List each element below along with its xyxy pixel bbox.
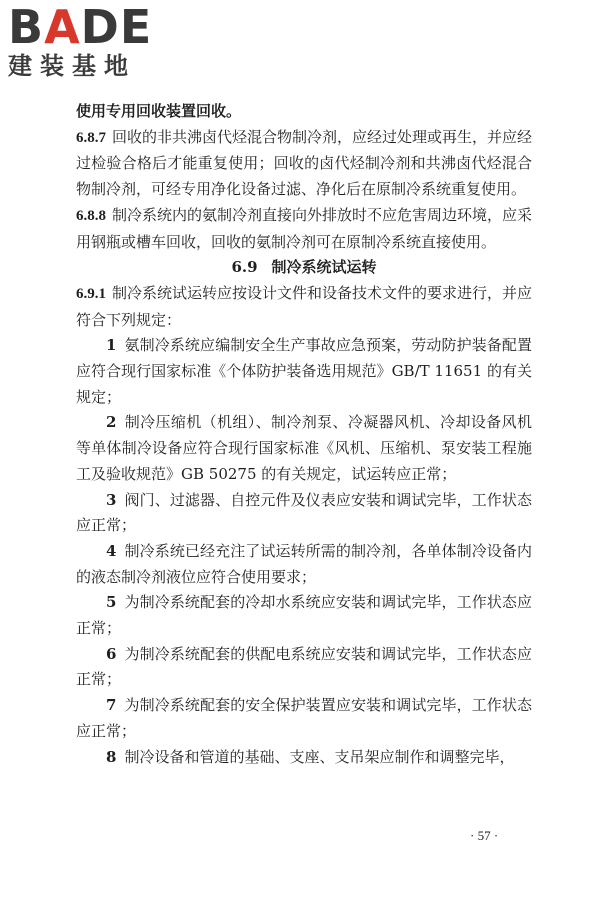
list-item-text: 为制冷系统配套的安全保护装置应安装和调试完毕，工作状态应正常； [76, 696, 532, 740]
list-item [76, 488, 532, 539]
section-title: 制冷系统试运转 [271, 258, 377, 277]
logo-wordmark [8, 0, 178, 54]
list-item [76, 539, 532, 590]
list-item-number: 5 [106, 593, 117, 612]
document-body [76, 99, 532, 770]
clause-text: 回收的非共沸卤代烃混合物制冷剂，应经过处理或再生，并应经过检验合格后才能重复使用；回收的卤代烃制冷剂和共沸卤代烃混合物制冷剂，可经专用净化设备过滤、净化后在原制冷系统重复使用。 [76, 127, 533, 199]
paragraph-continuation: 使用专用回收装置回收。 [76, 102, 242, 120]
list-item-number: 4 [106, 541, 117, 560]
list-item [76, 745, 532, 771]
list-item [76, 333, 532, 410]
list-item-text: 为制冷系统配套的冷却水系统应安装和调试完毕，工作状态应正常； [76, 593, 532, 638]
list-item-number: 6 [106, 644, 117, 663]
list-item-text: 制冷设备和管道的基础、支座、支吊架应制作和调整完毕， [124, 747, 515, 766]
clause-text: 制冷系统试运转应按设计文件和设备技术文件的要求进行，并应符合下列规定： [76, 283, 533, 329]
list-item-text: 制冷压缩机（机组）、制冷剂泵、冷凝器风机、冷却设备风机等单体制冷设备应符合现行国家标准《风机、压缩机、泵安装工程施工及验收规范》GB 50275 的有关规定，试运转应正常； [76, 413, 532, 483]
list-item [76, 590, 532, 641]
list-item [76, 693, 532, 744]
list-item-number: 3 [106, 490, 117, 509]
list-item [76, 410, 532, 487]
list-item-number: 8 [106, 747, 117, 766]
clause-6-8-7 [76, 125, 532, 203]
clause-6-8-8 [76, 203, 532, 255]
list-item-text: 为制冷系统配套的供配电系统应安装和调试完毕，工作状态应正常； [76, 644, 532, 689]
list-item-number: 7 [106, 696, 117, 715]
clause-number: 6.9.1 [76, 285, 106, 302]
section-number: 6.9 [231, 258, 258, 277]
logo-letters-de: DE [80, 0, 153, 54]
logo-letter-b: B [8, 0, 45, 54]
list-item-text: 制冷系统已经充注了试运转所需的制冷剂，各单体制冷设备内的液态制冷剂液位应符合使用要求； [76, 541, 532, 586]
section-heading [76, 255, 532, 281]
clause-number: 6.8.7 [76, 129, 106, 146]
list-item-number: 2 [106, 413, 117, 432]
clause-6-9-1 [76, 281, 532, 333]
clause-number: 6.8.8 [76, 207, 106, 224]
list-item [76, 642, 532, 693]
logo-subtitle: 建装基地 [8, 52, 136, 80]
clause-text: 制冷系统内的氨制冷剂直接向外排放时不应危害周边环境，应采用钢瓶或槽车回收，回收的氨制冷剂可在原制冷系统直接使用。 [76, 205, 533, 251]
page-number: · 57 · [470, 828, 499, 843]
logo [8, 0, 178, 80]
list-item-text: 氨制冷系统应编制安全生产事故应急预案，劳动防护装备配置应符合现行国家标准《个体防护装备选用规范》GB/T 11651 的有关规定； [76, 336, 532, 406]
list-item-text: 阀门、过滤器、自控元件及仪表应安装和调试完毕，工作状态应正常； [76, 490, 532, 535]
list-item-number: 1 [106, 336, 117, 355]
logo-letter-a: A [44, 0, 81, 54]
